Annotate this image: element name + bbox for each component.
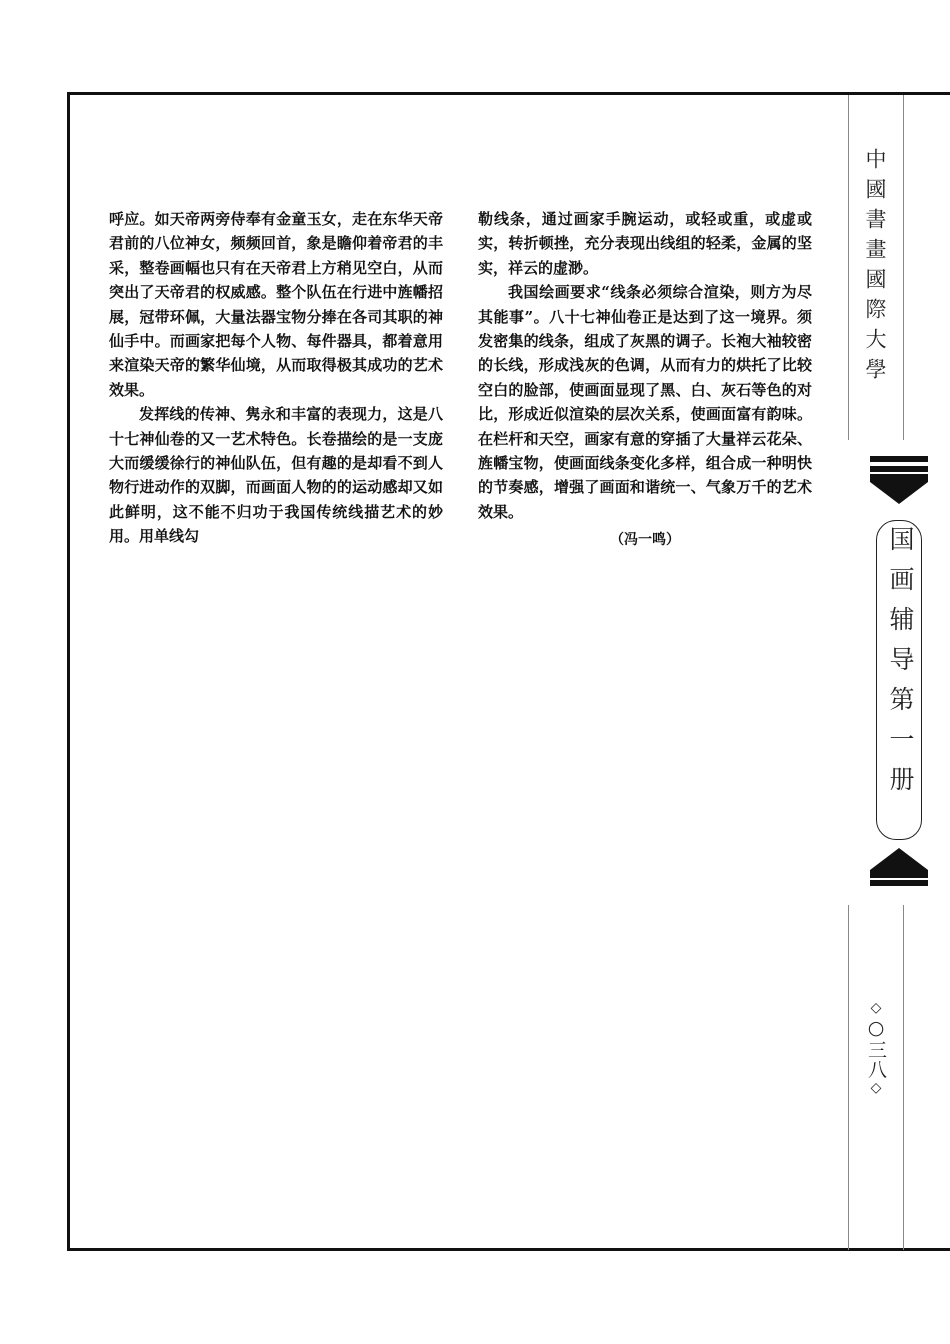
page-number-text: ○三八	[865, 1017, 887, 1080]
left-text-column	[109, 207, 443, 549]
sidebar-rule	[848, 95, 849, 440]
banner-bar	[870, 456, 928, 462]
paragraph: 呼应。如天帝两旁侍奉有金童玉女，走在东华天帝君前的八位神女，频频回首，象是瞻仰着帝君的丰采，整卷画幅也只有在天帝君上方稍见空白，从而突出了天帝君的权威感。整个队伍在行进中旌幡招展，冠带环佩，大量法器宝物分捧在各司其职的神仙手中。而画家把每个人物、每件器具，都着意用来渲染天帝的繁华仙境，从而取得极其成功的艺术效果。	[109, 210, 443, 399]
sidebar-rule	[903, 95, 904, 440]
banner-bar	[870, 466, 928, 472]
diamond-icon: ◇	[868, 1000, 884, 1017]
right-text-column	[478, 207, 812, 553]
sidebar-rule	[903, 905, 904, 1250]
page-number	[860, 1000, 890, 1097]
diamond-icon: ◇	[868, 1080, 884, 1097]
school-name: 中國書畫國際大學	[863, 148, 887, 388]
paragraph: 我国绘画要求“线条必须综合渲染，则方为尽其能事”。八十七神仙卷正是达到了这一境界。须发密集的线条，组成了灰黑的调子。长袍大袖较密的长线，形成浅灰的色调，从而有力的烘托了比较空白的脸部，使画面显现了黑、白、灰石等色的对比，形成近似渲染的层次关系，使画面富有韵味。在栏杆和天空，画家有意的穿插了大量祥云花朵、旌幡宝物，使画面线条变化多样，组合成一种明快的节奏感，增强了画面和谐统一、气象万千的艺术效果。	[478, 283, 812, 521]
banner-bar	[870, 880, 928, 886]
author-credit: （冯一鸣）	[610, 532, 680, 549]
paragraph: 勒线条，通过画家手腕运动，或轻或重，或虚或实，转折顿挫，充分表现出线组的轻柔，金属的坚实，祥云的虚渺。	[478, 210, 812, 277]
banner-top-ornament	[870, 474, 928, 504]
banner-bar	[870, 870, 928, 876]
paragraph: 发挥线的传神、隽永和丰富的表现力，这是八十七神仙卷的又一艺术特色。长卷描绘的是一支庞大而缓缓徐行的神仙队伍，但有趣的是却看不到人物行进动作的双脚，而画面人物的的运动感却又如此鲜明，这不能不归功于我国传统线描艺术的妙用。用单线勾	[109, 405, 443, 546]
sidebar-rule	[848, 905, 849, 1250]
book-title: 国画辅导第一册	[886, 526, 915, 806]
